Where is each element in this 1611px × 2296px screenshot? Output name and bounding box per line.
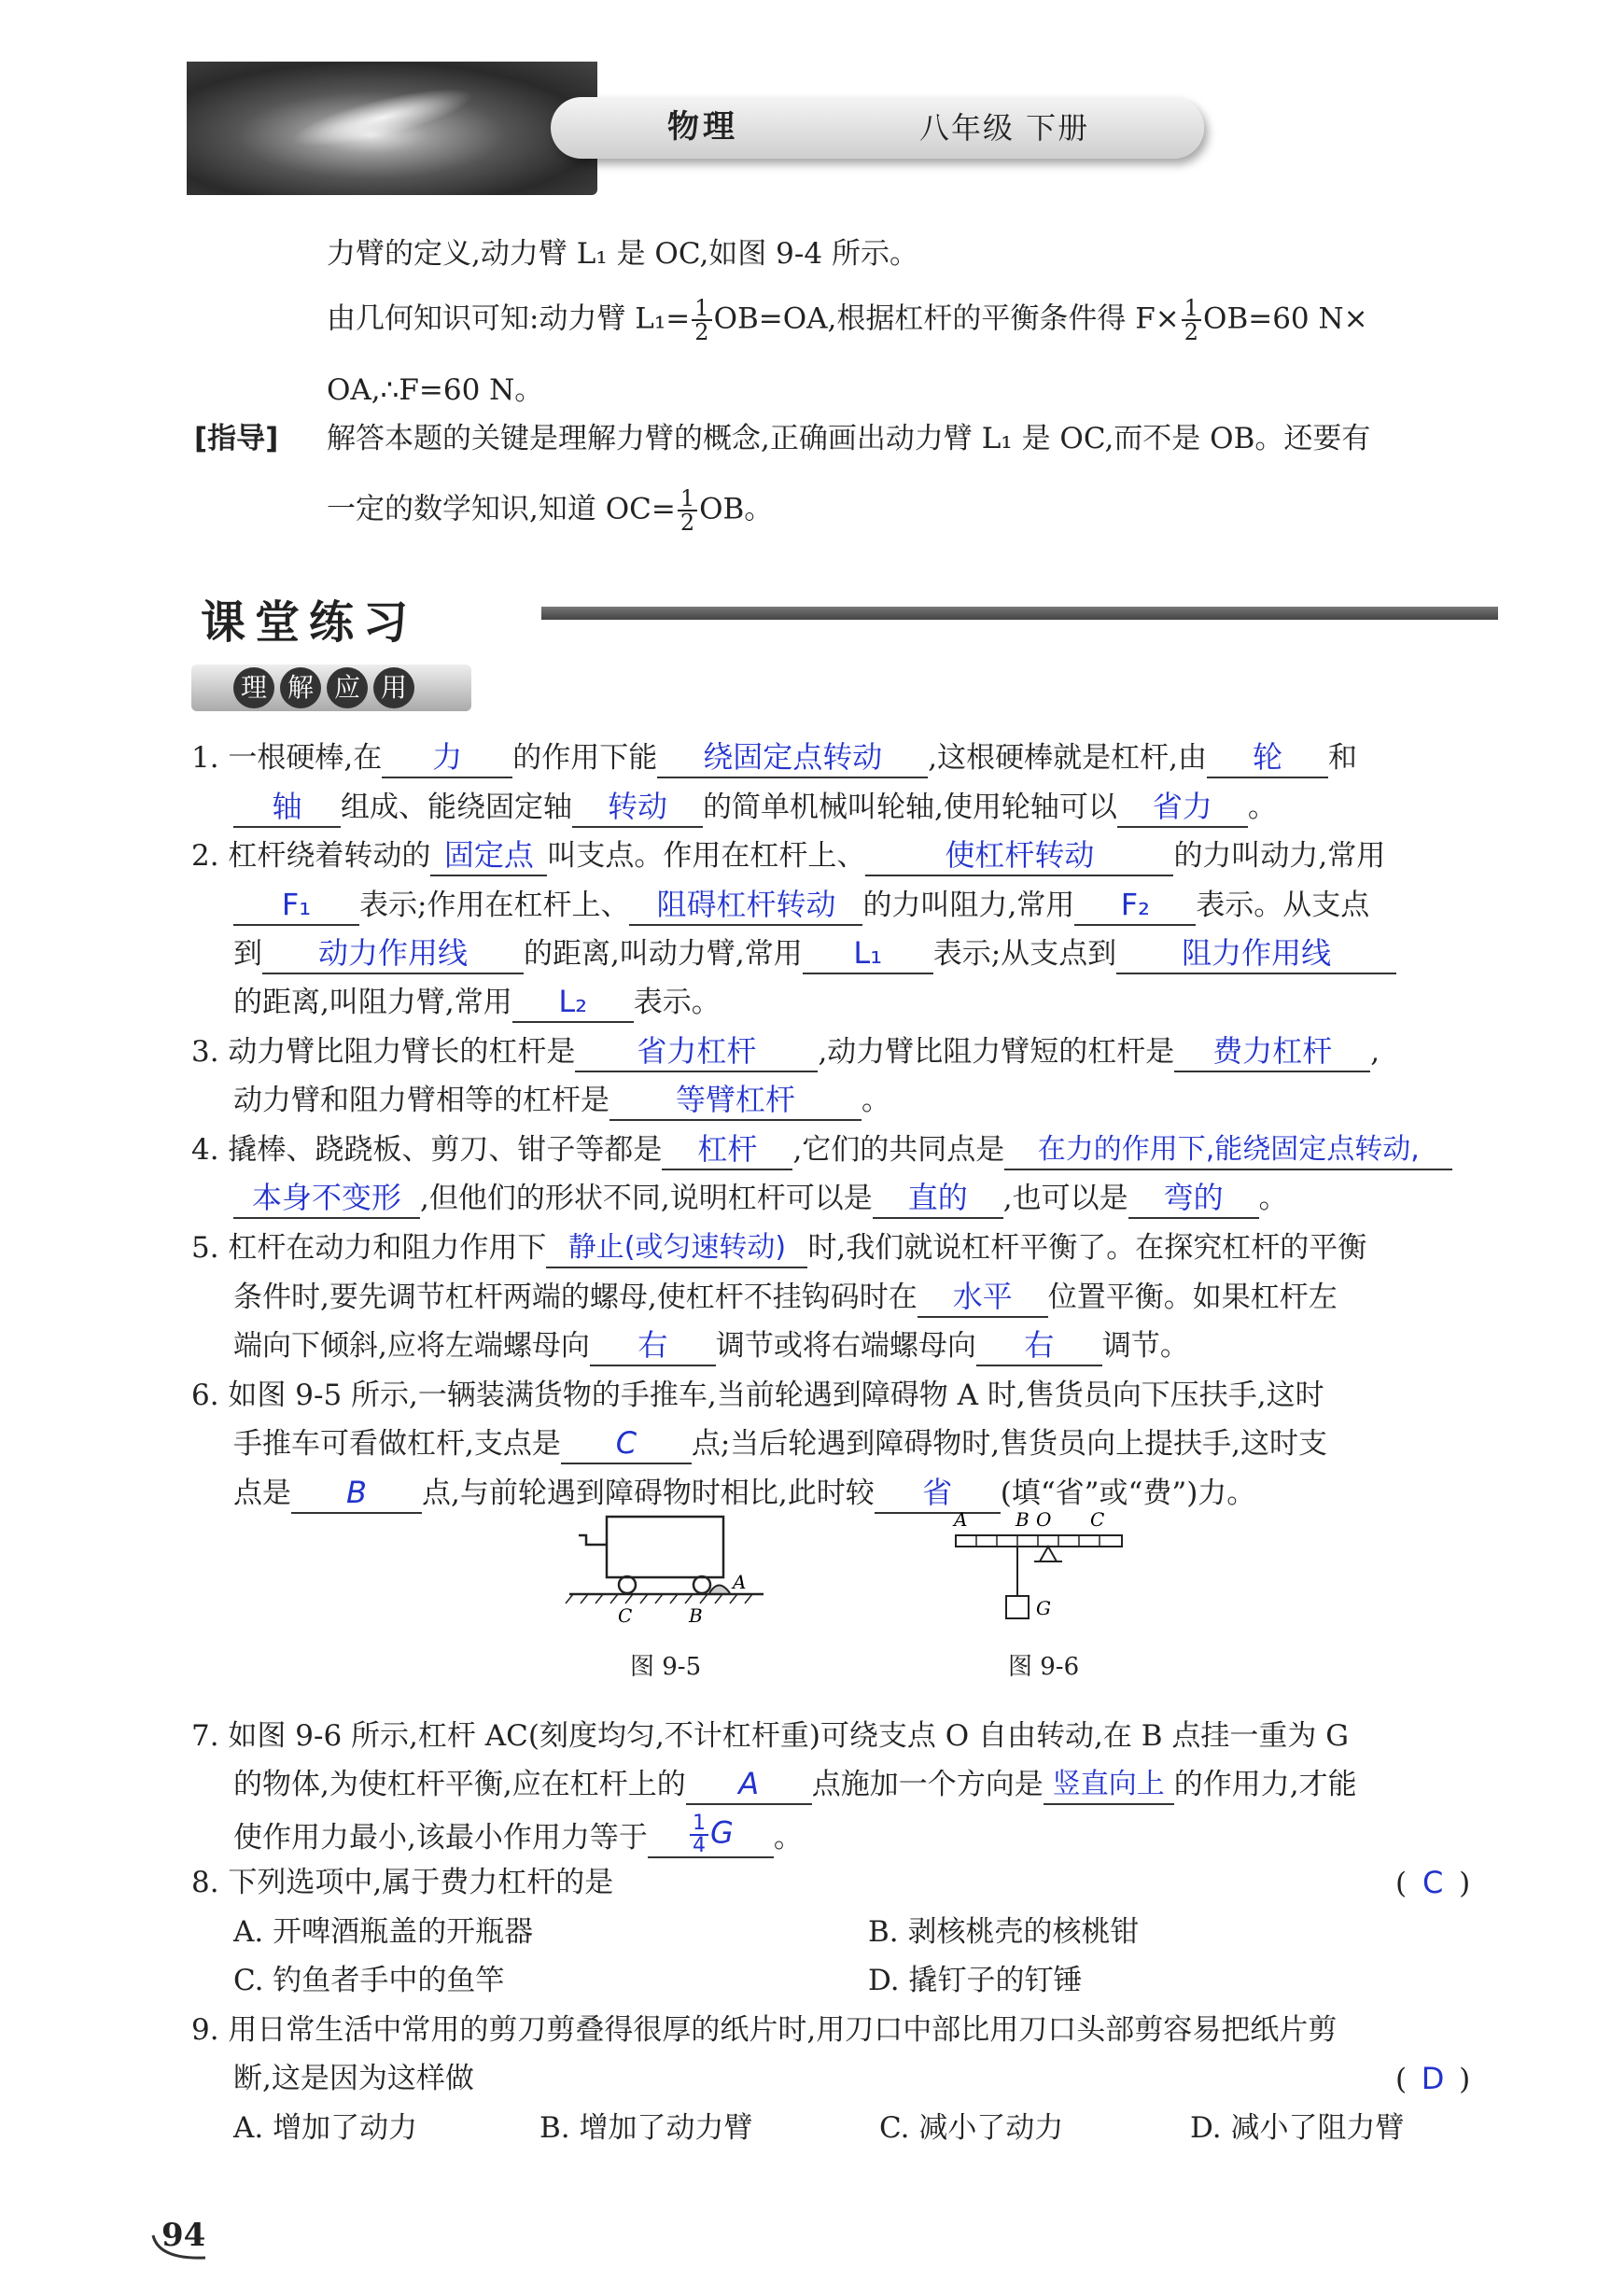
- answer-fraction: $\frac{1}{4}$: [690, 1813, 708, 1856]
- question-9-stem-1: 9. 用日常生活中常用的剪刀剪叠得很厚的纸片时,用刀口中部比用刀口头部剪容易把纸片剪: [191, 2013, 1338, 2047]
- guide-label: [指导]: [194, 422, 279, 455]
- header-banner: [551, 97, 1204, 159]
- figure-9-6-caption: 图 9-6: [1008, 1653, 1080, 1681]
- question-2-line-3: 到 动力作用线 的距离,叫动力臂,常用 L₁ 表示;从支点到 阻力作用线: [233, 933, 1396, 974]
- question-5-line-3: 端向下倾斜,应将左端螺母向 右 调节或将右端螺母向 右 调节。: [233, 1325, 1189, 1366]
- question-6-line-3: 点是 B 点,与前轮遇到障碍物时相比,此时较 省 (填“省”或“费”)力。: [233, 1473, 1255, 1514]
- question-8-option-d: D. 撬钉子的钉锤: [868, 1964, 1083, 1997]
- header-grade: 八年级 下册: [919, 110, 1090, 146]
- page-number-swoosh: [149, 2226, 215, 2263]
- label-C: C: [1090, 1508, 1105, 1531]
- question-8-option-c: C. 钓鱼者手中的鱼竿: [233, 1964, 505, 1997]
- question-2-line-4: 的距离,叫阻力臂,常用 L₂ 表示。: [233, 982, 721, 1023]
- question-2-line-2: F₁ 表示;作用在杠杆上、 阻碍杠杆转动 的力叫阻力,常用 F₂ 表示。从支点: [233, 885, 1369, 926]
- question-7-line-3: 使作用力最小,该最小作用力等于 $\frac{1}{4}$ G 。: [233, 1812, 803, 1857]
- question-9-option-a: A. 增加了动力: [233, 2111, 418, 2145]
- fraction: $\frac{1}{2}$: [1182, 297, 1201, 343]
- subsection-tag: 理 解 应 用: [191, 665, 471, 711]
- section-divider: [541, 607, 1498, 620]
- question-9-option-c: C. 减小了动力: [879, 2111, 1064, 2145]
- question-5-line-2: 条件时,要先调节杠杆两端的螺母,使杠杆不挂钩码时在 水平 位置平衡。如果杠杆左: [233, 1277, 1338, 1318]
- fraction: $\frac{1}{2}$: [692, 297, 711, 343]
- question-8-option-b: B. 剥核桃壳的核桃钳: [868, 1915, 1140, 1949]
- question-8-answer-bracket: ( C ): [1395, 1865, 1471, 1900]
- label-A: A: [733, 1571, 747, 1593]
- intro-line-3: OA,∴F=60 N。: [327, 373, 544, 407]
- question-4-line-2: 本身不变形 ,但他们的形状不同,说明杠杆可以是 直的 ,也可以是 弯的 。: [233, 1178, 1288, 1219]
- figure-9-5-caption: 图 9-5: [630, 1653, 702, 1681]
- question-5-line-1: 5. 杠杆在动力和阻力作用下 静止(或匀速转动) 时,我们就说杠杆平衡了。在探究杠杆的平衡: [191, 1227, 1366, 1268]
- section-title: 课堂练习: [201, 596, 418, 649]
- question-2-line-1: 2. 杠杆绕着转动的 固定点 叫支点。作用在杠杆上、 使杠杆转动 的力叫动力,常用: [191, 835, 1385, 876]
- guide-line-1: 解答本题的关键是理解力臂的概念,正确画出动力臂 L₁ 是 OC,而不是 OB。还要有: [327, 422, 1371, 455]
- question-9-answer-bracket: ( D ): [1395, 2061, 1471, 2096]
- label-A: A: [954, 1508, 968, 1531]
- fraction: $\frac{1}{2}$: [678, 487, 697, 534]
- question-8-stem: 8. 下列选项中,属于费力杠杆的是: [191, 1866, 614, 1899]
- question-1-line-2: 轴 组成、能绕固定轴 转动 的简单机械叫轮轴,使用轮轴可以 省力 。: [233, 787, 1277, 828]
- label-B: B: [689, 1604, 703, 1627]
- label-G: G: [1036, 1597, 1051, 1619]
- header-galaxy-image: [187, 62, 597, 195]
- intro-line-2: 由几何知识可知:动力臂 L₁= $\frac{1}{2}$ OB=OA,根据杠杆的平衡条件得 F× $\frac{1}{2}$ OB=60 N×: [327, 295, 1368, 345]
- question-4-line-1: 4. 撬棒、跷跷板、剪刀、钳子等都是 杠杆 ,它们的共同点是 在力的作用下,能绕固定点转动,: [191, 1129, 1452, 1170]
- figure-9-5-cart: [560, 1503, 775, 1633]
- question-7-line-1: 7. 如图 9-6 所示,杠杆 AC(刻度均匀,不计杠杆重)可绕支点 O 自由转动,在 B 点挂一重为 G: [191, 1719, 1349, 1753]
- question-3-line-2: 动力臂和阻力臂相等的杠杆是 等臂杠杆 。: [233, 1080, 890, 1121]
- question-9-option-d: D. 减小了阻力臂: [1190, 2111, 1405, 2145]
- figure-9-6-lever: [943, 1507, 1129, 1629]
- intro-line-1: 力臂的定义,动力臂 L₁ 是 OC,如图 9-4 所示。: [327, 237, 918, 271]
- question-1-line-1: 1. 一根硬棒,在 力 的作用下能 绕固定点转动 ,这根硬棒就是杠杆,由 轮 和: [191, 737, 1357, 778]
- label-O: O: [1036, 1508, 1052, 1531]
- header-subject: 物理: [667, 108, 738, 146]
- question-8-option-a: A. 开啤酒瓶盖的开瓶器: [233, 1915, 534, 1949]
- question-6-line-1: 6. 如图 9-5 所示,一辆装满货物的手推车,当前轮遇到障碍物 A 时,售货员向下压扶手,这时: [191, 1379, 1324, 1412]
- question-3-line-1: 3. 动力臂比阻力臂长的杠杆是 省力杠杆 ,动力臂比阻力臂短的杠杆是 费力杠杆 ,: [191, 1031, 1380, 1072]
- question-6-line-2: 手推车可看做杠杆,支点是 C 点;当后轮遇到障碍物时,售货员向上提扶手,这时支: [233, 1423, 1327, 1464]
- label-B: B: [1016, 1508, 1030, 1531]
- question-9-stem-2: 断,这是因为这样做: [233, 2062, 474, 2095]
- page-number: 94: [161, 2217, 206, 2254]
- guide-line-2: 一定的数学知识,知道 OC= $\frac{1}{2}$ OB。: [327, 485, 774, 536]
- question-9-option-b: B. 增加了动力臂: [539, 2111, 753, 2145]
- label-C: C: [618, 1604, 633, 1627]
- question-7-line-2: 的物体,为使杠杆平衡,应在杠杆上的 A 点施加一个方向是 竖直向上 的作用力,才能: [233, 1764, 1357, 1805]
